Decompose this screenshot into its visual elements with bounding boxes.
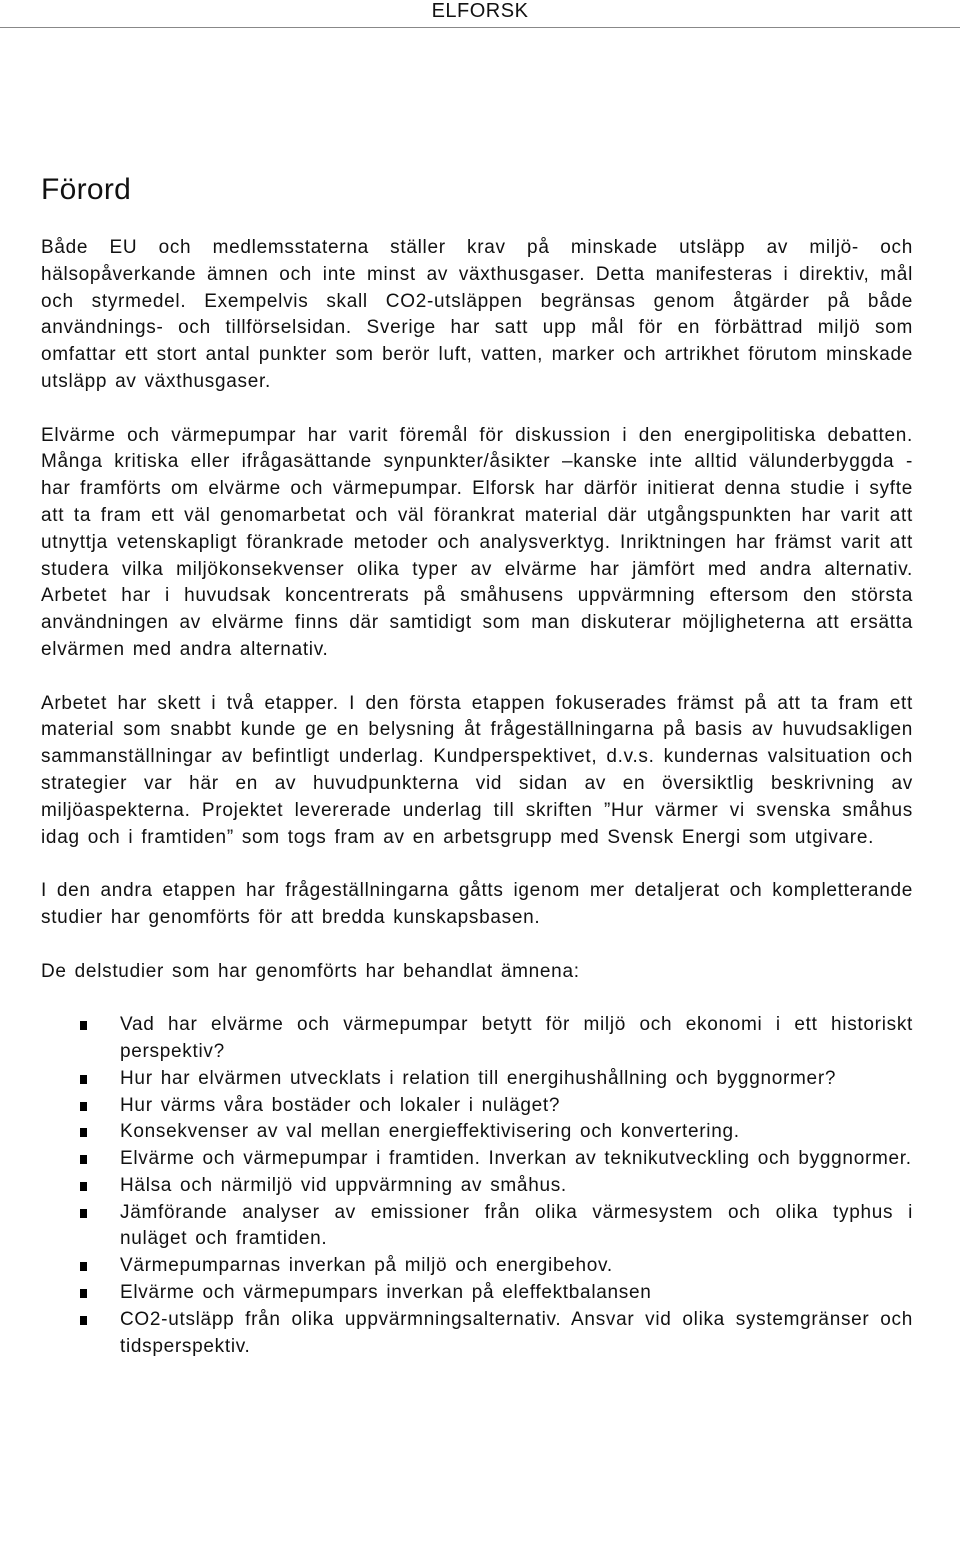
square-bullet-icon xyxy=(80,1289,87,1298)
paragraph-intro: Både EU och medlemsstaterna ställer krav på minskade utsläpp av miljö- och hälsopåverkande ämnen och inte minst av växthusgaser. Detta manifesteras i direktiv, mål och styrmedel. Exempelvis skall CO2-utsläppen begränsas genom åtgärder på både användnings- och tillförselsidan. Sverige har satt upp mål för en förbättrad miljö som omfattar ett stort antal punkter som berör luft, vatten, marker och artrikhet förutom minskade utsläpp av växthusgaser. xyxy=(41,237,913,392)
paragraph-stages: Arbetet har skett i två etapper. I den första etappen fokuserades främst på att ta fram ett material som snabbt kunde ge en belysning åt frågeställningarna på basis av huvudsakligen sammanställningar av befintligt underlag. Kundperspektivet, d.v.s. kundernas valsituation och strategier var här en av huvudpunkterna vid sidan av en översiktlig beskrivning av miljöaspekterna. Projektet levererade underlag till skriften ”Hur värmer vi svenska småhus idag och i framtiden” som togs fram av en arbetsgrupp med Svensk Energi som utgivare. xyxy=(41,692,913,848)
running-header xyxy=(0,0,960,28)
square-bullet-icon xyxy=(80,1182,87,1191)
square-bullet-icon xyxy=(80,1262,87,1271)
paragraph-debate: Elvärme och värmepumpar har varit föremål för diskussion i den energipolitiska debatten. Många kritiska eller ifrågasättande synpunkter/åsikter –kanske inte alltid välunderbyggda - har framförts om elvärme och värmepumpar. Elforsk har därför initierat denna studie i syfte att ta fram ett väl genomarbetat och väl förankrat material där utgångspunkten har varit att utnyttja vetenskapligt förankrade metoder och analysverktyg. Inriktningen har främst varit att studera vilka miljökonsekvenser olika typer av elvärme har jämfört med andra alternativ. Arbetet har i huvudsak koncentrerats på småhusens uppvärmning eftersom den största användningen av elvärme finns där samtidigt som man diskuterar möjligheterna att ersätta elvärmen med andra alternativ. xyxy=(41,424,913,660)
paragraph-second-stage: I den andra etappen har frågeställningarna gåtts igenom mer detaljerat och kompletterande studier har genomförts för att bredda kunskapsbasen. xyxy=(41,880,913,928)
running-header-title: ELFORSK xyxy=(431,0,529,22)
list-item xyxy=(41,1253,913,1280)
document-body xyxy=(41,235,913,1360)
list-intro: De delstudier som har genomförts har behandlat ämnena: xyxy=(41,960,580,982)
list-item-text: Konsekvenser av val mellan energieffektivisering och konvertering. xyxy=(120,1121,740,1143)
list-item-text: Hälsa och närmiljö vid uppvärmning av småhus. xyxy=(120,1174,567,1196)
square-bullet-icon xyxy=(80,1075,87,1084)
square-bullet-icon xyxy=(80,1128,87,1137)
page-title: Förord xyxy=(41,173,132,206)
list-item xyxy=(41,1307,913,1361)
list-item-text: Värmepumparnas inverkan på miljö och energibehov. xyxy=(120,1255,613,1277)
square-bullet-icon xyxy=(80,1316,87,1325)
list-item xyxy=(41,1012,913,1066)
list-item xyxy=(41,1093,913,1120)
list-item xyxy=(41,1173,913,1200)
list-item xyxy=(41,1280,913,1307)
square-bullet-icon xyxy=(80,1209,87,1218)
list-item xyxy=(41,1146,913,1173)
list-item-text: Elvärme och värmepumpars inverkan på eleffektbalansen xyxy=(120,1282,652,1304)
list-item xyxy=(41,1119,913,1146)
list-item-text: Hur har elvärmen utvecklats i relation till energihushållning och byggnormer? xyxy=(120,1067,837,1089)
list-item-text: Elvärme och värmepumpar i framtiden. Inverkan av teknikutveckling och byggnormer. xyxy=(120,1148,912,1170)
square-bullet-icon xyxy=(80,1021,87,1030)
list-item-text: CO2-utsläpp från olika uppvärmningsalternativ. Ansvar vid olika systemgränser och tidsperspektiv. xyxy=(120,1308,913,1357)
square-bullet-icon xyxy=(80,1102,87,1111)
list-item-text: Vad har elvärme och värmepumpar betytt för miljö och ekonomi i ett historiskt perspektiv? xyxy=(120,1014,913,1062)
topic-list xyxy=(41,1012,913,1360)
list-item xyxy=(41,1066,913,1093)
list-item-text: Hur värms våra bostäder och lokaler i nuläget? xyxy=(120,1094,561,1116)
list-item-text: Jämförande analyser av emissioner från olika värmesystem och olika typhus i nuläget och framtiden. xyxy=(120,1201,913,1250)
square-bullet-icon xyxy=(80,1155,87,1164)
list-item xyxy=(41,1200,913,1254)
